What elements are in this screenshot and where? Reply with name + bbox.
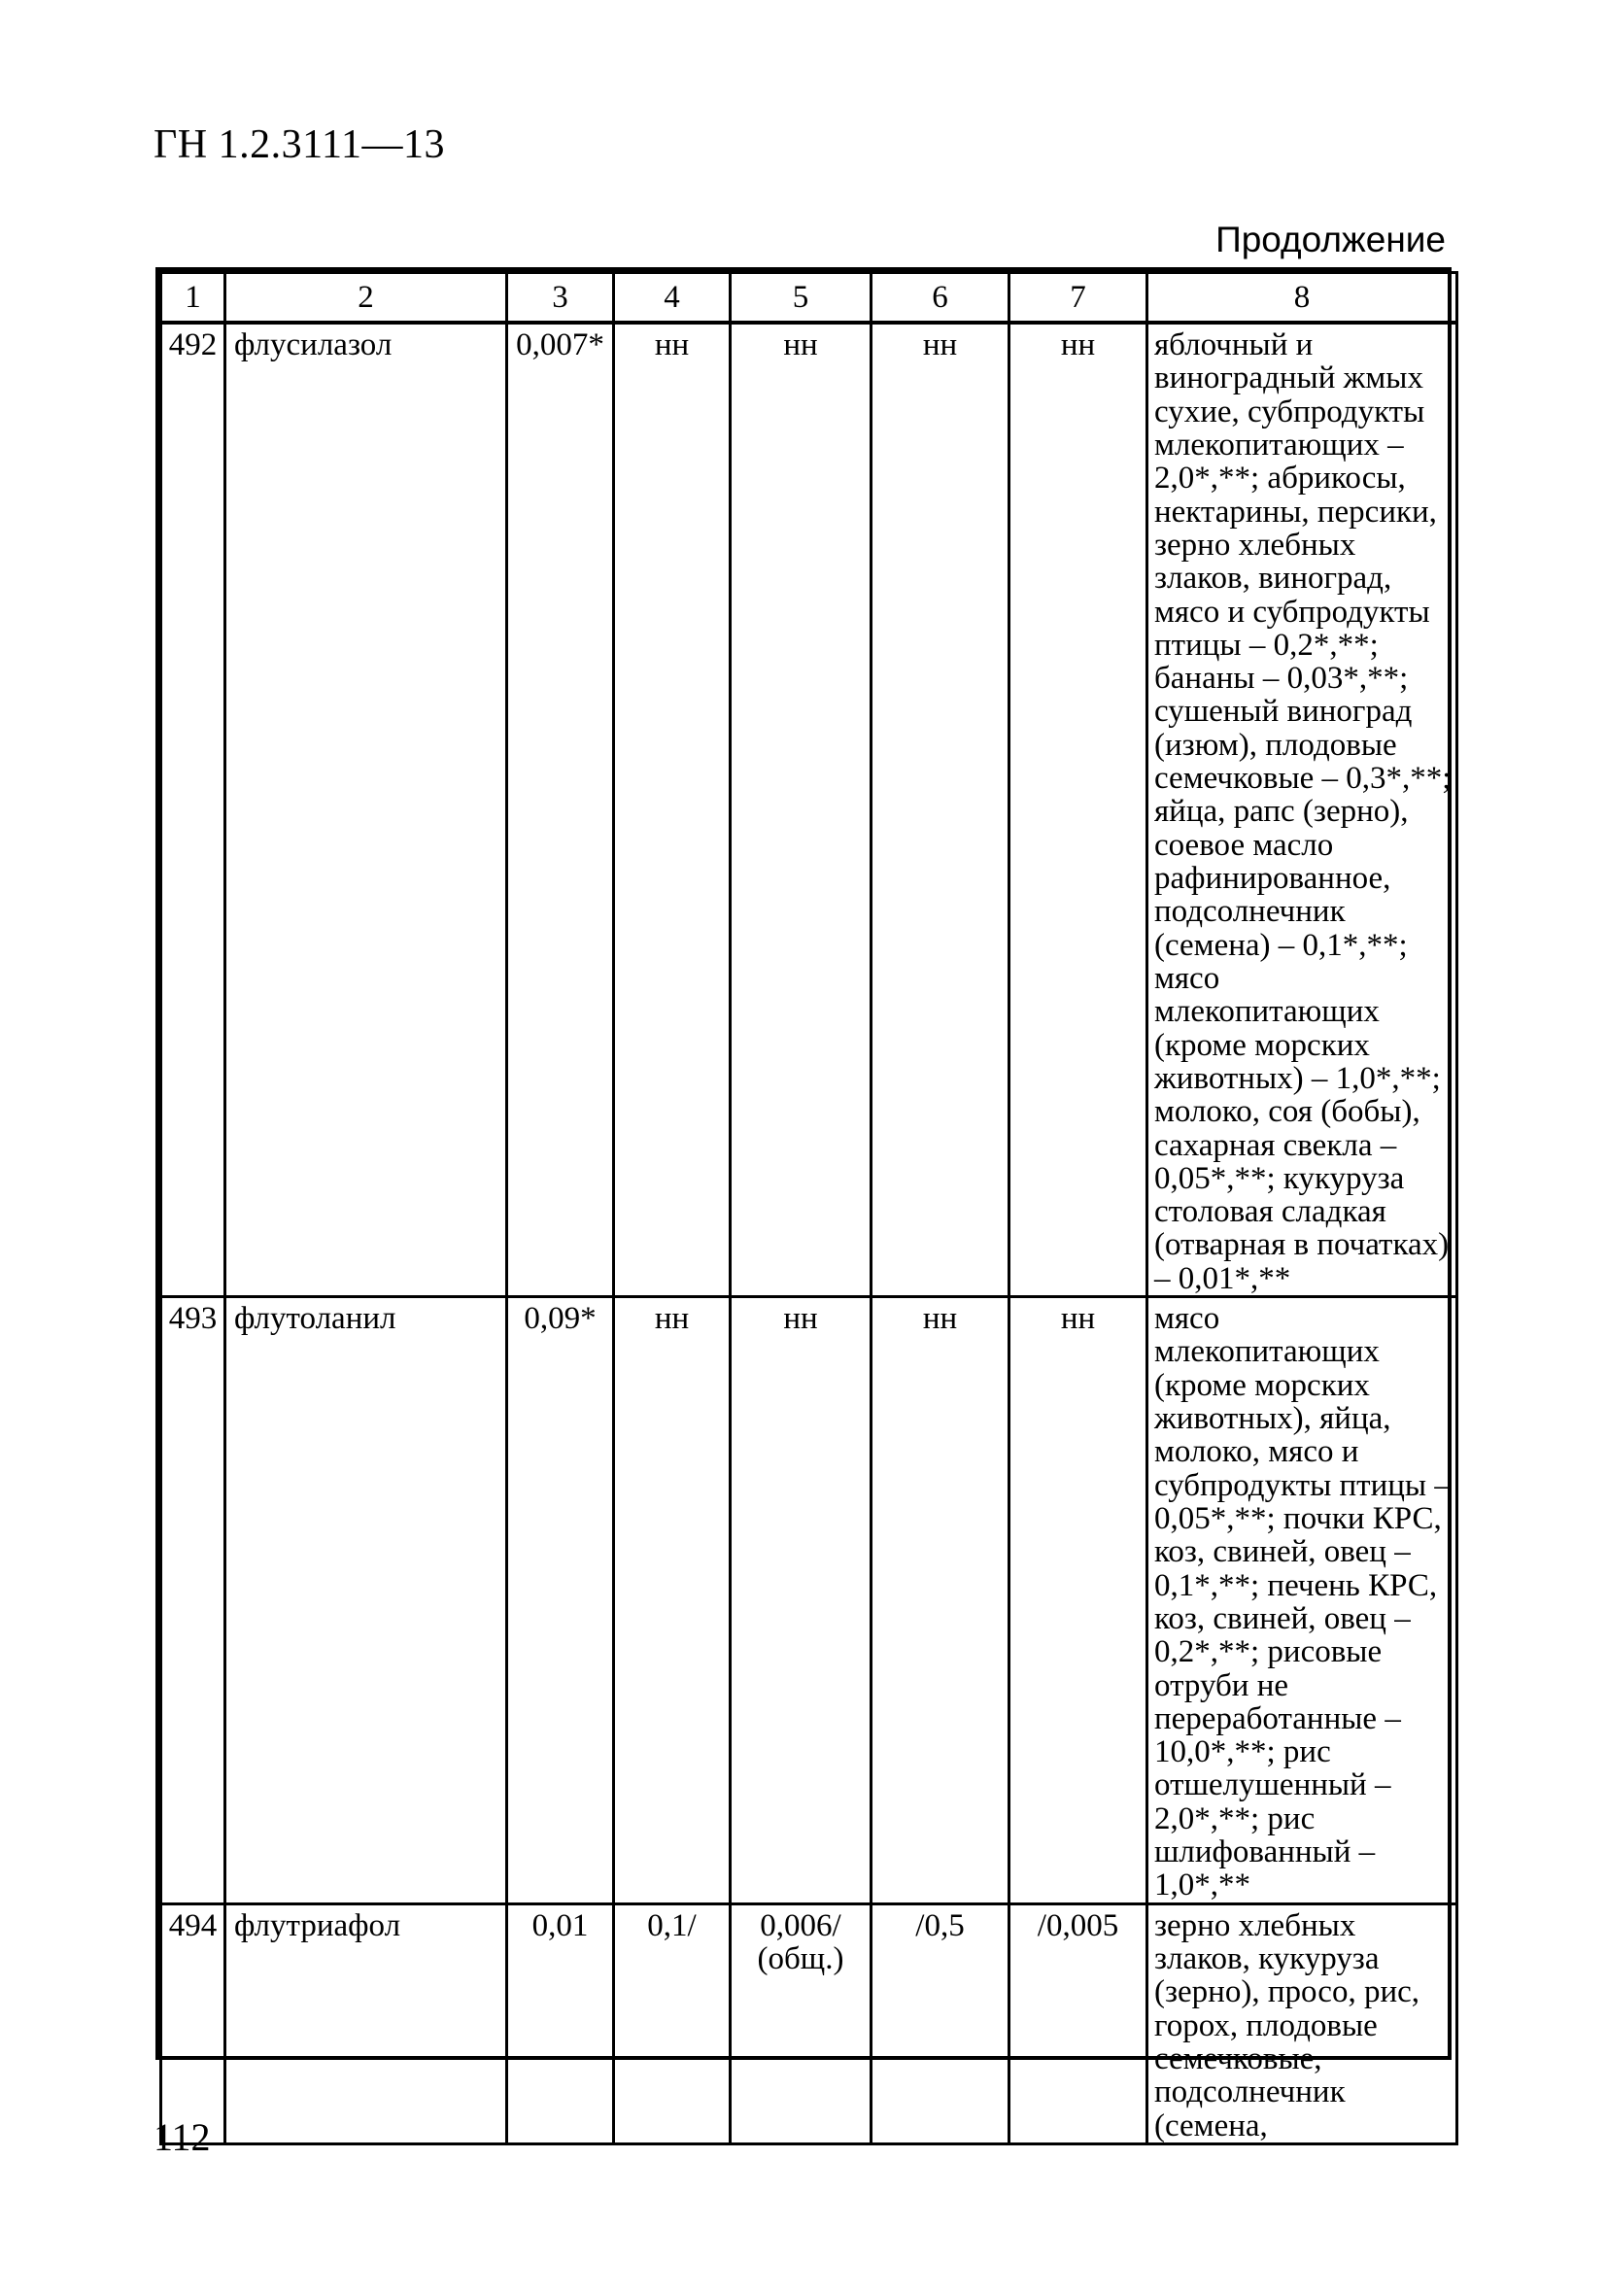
value-col7: /0,005 (1009, 1903, 1147, 2143)
value-col6: /0,5 (872, 1903, 1009, 2143)
column-header: 7 (1009, 273, 1147, 324)
value-col4: нн (614, 1297, 731, 1904)
value-col5: нн (731, 1297, 872, 1904)
substance-name: флусилазол (225, 323, 507, 1297)
value-col7: нн (1009, 323, 1147, 1297)
document-code: ГН 1.2.3111—13 (154, 122, 445, 167)
value-col3: 0,007* (507, 323, 614, 1297)
table-header-row (161, 273, 1457, 324)
value-col3: 0,09* (507, 1297, 614, 1904)
table-row (161, 1903, 1457, 2143)
value-col7: нн (1009, 1297, 1147, 1904)
food-limits-text: мясо млекопитающих (кроме морских животных), яйца, молоко, мясо и субпродукты птицы – 0,05*,**; почки КРС, коз, свиней, овец – 0,1*,**; печень КРС, коз, свиней, овец – 0,2*,**; рисовые отруби не переработанные – 10,0*,**; рис отшелушенный – 2,0*,**; рис шлифованный – 1,0*,** (1147, 1297, 1457, 1904)
value-col6: нн (872, 1297, 1009, 1904)
row-number: 492 (161, 323, 225, 1297)
continuation-label: Продолжение (1215, 220, 1446, 259)
table-row (161, 323, 1457, 1297)
value-col3: 0,01 (507, 1903, 614, 2143)
regulation-table-grid (159, 271, 1458, 2145)
table-row (161, 1297, 1457, 1904)
value-col5: 0,006/ (общ.) (731, 1903, 872, 2143)
column-header: 1 (161, 273, 225, 324)
page-number: 112 (154, 2115, 211, 2159)
column-header: 2 (225, 273, 507, 324)
row-number: 494 (161, 1903, 225, 2143)
column-header: 6 (872, 273, 1009, 324)
value-col6: нн (872, 323, 1009, 1297)
column-header: 8 (1147, 273, 1457, 324)
substance-name: флутоланил (225, 1297, 507, 1904)
food-limits-text: зерно хлебных злаков, кукуруза (зерно), просо, рис, горох, плодовые семечковые, подсолнечник (семена, (1147, 1903, 1457, 2143)
food-limits-text: яблочный и виноградный жмых сухие, субпродукты млекопитающих – 2,0*,**; абрикосы, нектарины, персики, зерно хлебных злаков, виноград, мясо и субпродукты птицы – 0,2*,**; бананы – 0,03*,**; сушеный виноград (изюм), плодовые семечковые – 0,3*,**; яйца, рапс (зерно), соевое масло рафинированное, подсолнечник (семена) – 0,1*,**; мясо млекопитающих (кроме морских животных) – 1,0*,**; молоко, соя (бобы), сахарная свекла – 0,05*,**; кукуруза столовая сладкая (отварная в початках) – 0,01*,** (1147, 323, 1457, 1297)
column-header: 4 (614, 273, 731, 324)
column-header: 5 (731, 273, 872, 324)
value-col4: 0,1/ (614, 1903, 731, 2143)
column-header: 3 (507, 273, 614, 324)
substance-name: флутриафол (225, 1903, 507, 2143)
value-col4: нн (614, 323, 731, 1297)
row-number: 493 (161, 1297, 225, 1904)
value-col5: нн (731, 323, 872, 1297)
